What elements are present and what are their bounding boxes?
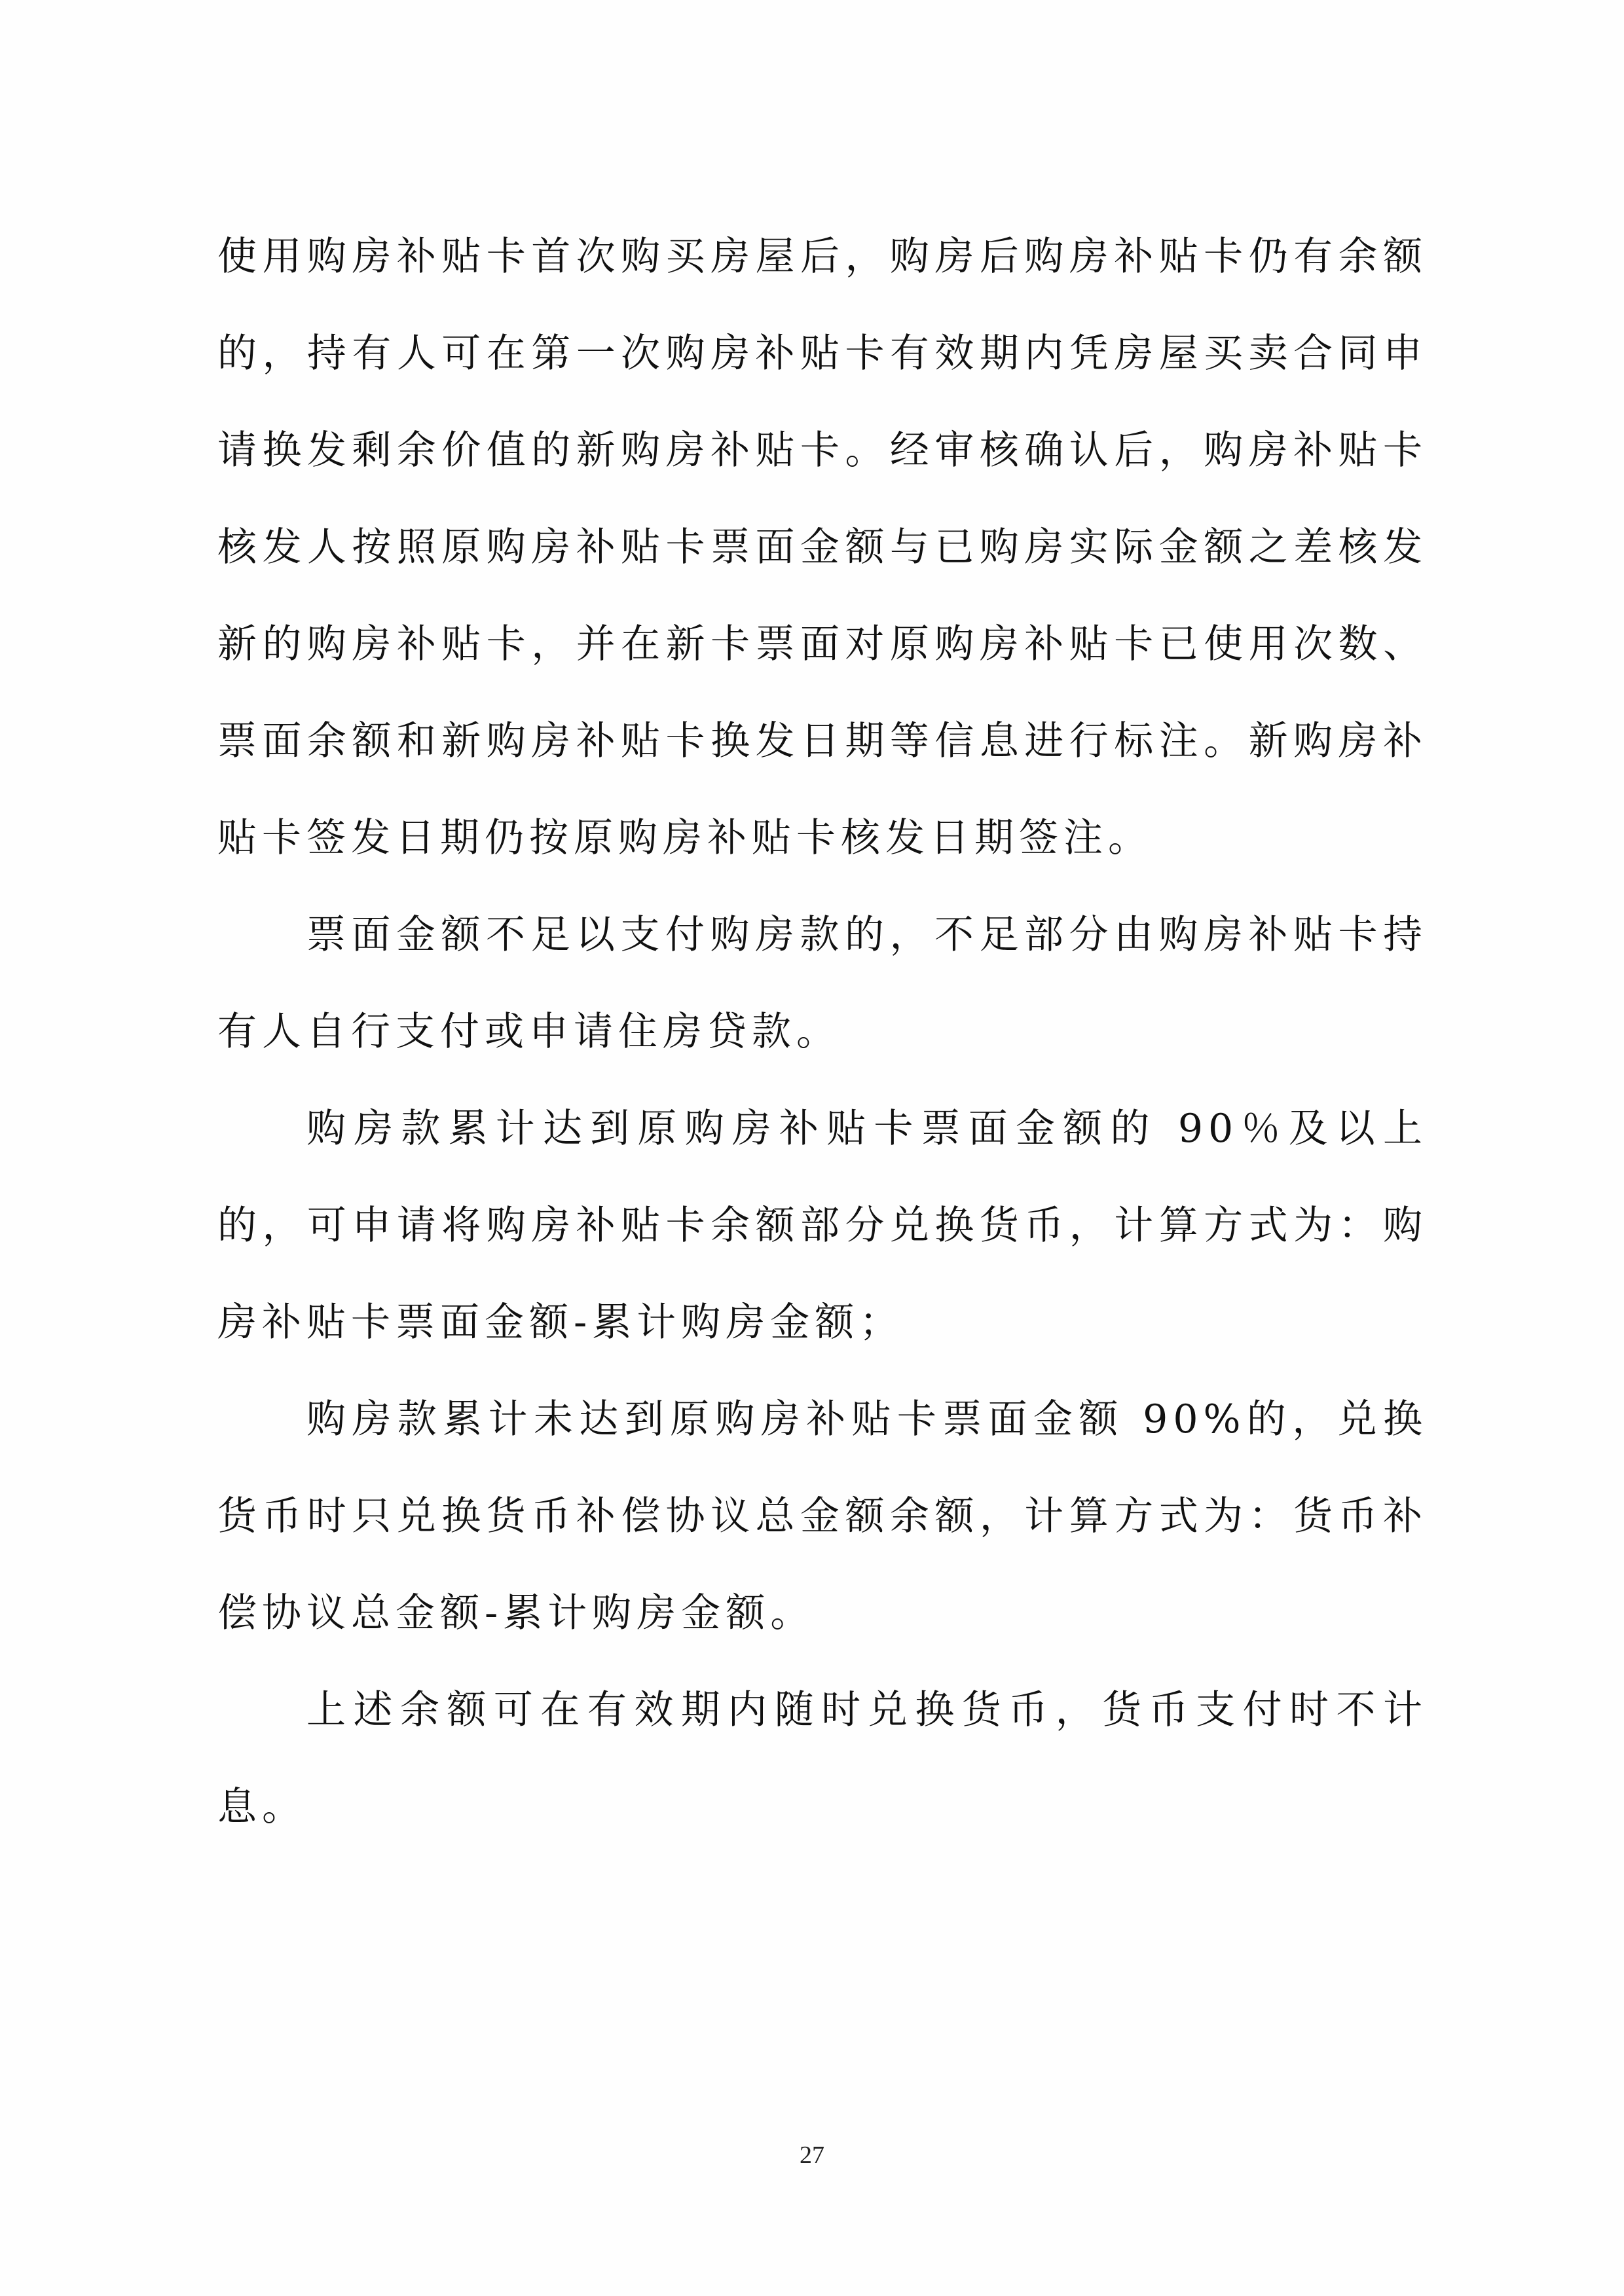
- page-number: 27: [800, 2141, 824, 2169]
- paragraph-balance-exchange: 上述余额可在有效期内随时兑换货币，货币支付时不计息。: [217, 1687, 1428, 1830]
- paragraph-below-ninety-percent: 购房款累计未达到原购房补贴卡票面金额 90%的，兑换货币时只兑换货币补偿协议总金额余额，计算方式为：货币补偿协议总金额-累计购房金额。: [217, 1396, 1428, 1636]
- paragraph-insufficient-amount: 票面金额不足以支付购房款的，不足部分由购房补贴卡持有人自行支付或申请住房贷款。: [217, 912, 1428, 1055]
- body-text: [217, 208, 1428, 1855]
- paragraph-ninety-percent-or-above: 购房款累计达到原购房补贴卡票面金额的 90％及以上的，可申请将购房补贴卡余额部分兑换货币，计算方式为：购房补贴卡票面金额-累计购房金额；: [217, 1106, 1428, 1345]
- paragraph-subsidy-card-reissue: 使用购房补贴卡首次购买房屋后，购房后购房补贴卡仍有余额的，持有人可在第一次购房补贴卡有效期内凭房屋买卖合同申请换发剩余价值的新购房补贴卡。经审核确认后，购房补贴卡核发人按照原购房补贴卡票面金额与已购房实际金额之差核发新的购房补贴卡，并在新卡票面对原购房补贴卡已使用次数、票面余额和新购房补贴卡换发日期等信息进行标注。新购房补贴卡签发日期仍按原购房补贴卡核发日期签注。: [217, 234, 1428, 861]
